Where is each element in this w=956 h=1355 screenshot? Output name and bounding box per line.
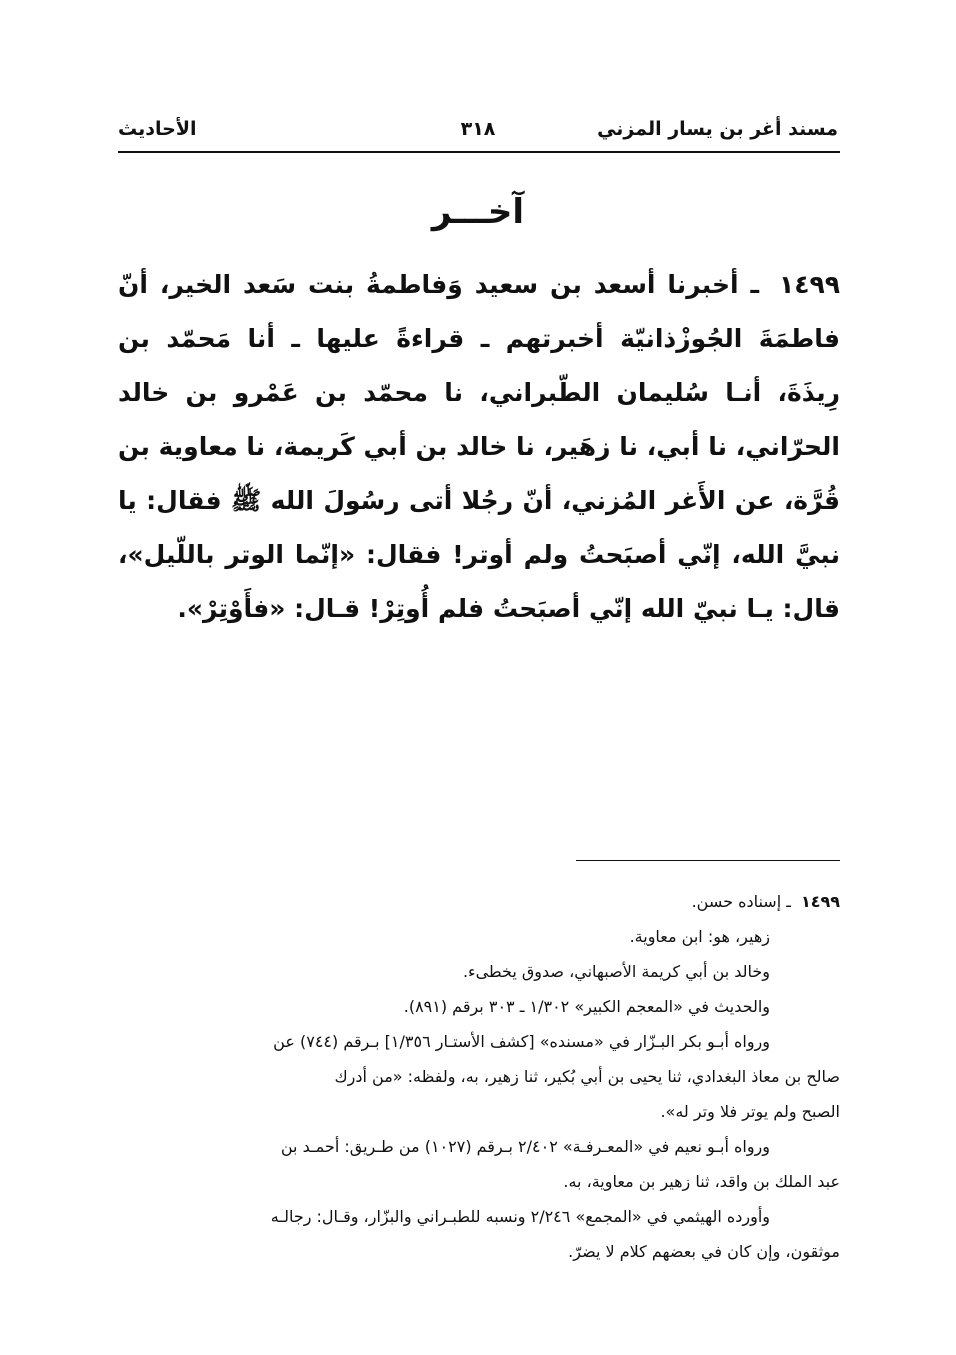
hadith-text-block bbox=[118, 258, 840, 636]
footnote-line: عبد الملك بن واقد، ثنا زهير بن معاوية، به. bbox=[563, 1172, 840, 1191]
footnote-line: وأورده الهيثمي في «المجمع» ٢/٢٤٦ ونسبه للطبـراني والبزّار، وقـال: رجالـه bbox=[270, 1207, 770, 1226]
footnote-separator bbox=[576, 860, 840, 861]
page-number: ٣١٨ bbox=[460, 118, 496, 140]
footnote-line: زهير، هو: ابن معاوية. bbox=[629, 927, 770, 946]
running-header bbox=[118, 110, 838, 146]
footnote-line: والحديث في «المعجم الكبير» ١/٣٠٢ ـ ٣٠٣ برقم (٨٩١). bbox=[403, 997, 770, 1016]
footnote-line: صالح بن معاذ البغدادي، ثنا يحيى بن أبي بُكير، ثنا زهير، به، ولفظه: «من أدرك bbox=[334, 1067, 840, 1086]
hadith-body: ـ أخبرنا أسعد بن سعيد وَفاطمةُ بنت سَعد الخير، أنّ فاطمَةَ الجُوزْذانيّة أخبرتهم ـ قراءةً عليها ـ أنا مَحمّد بن رِيذَةَ، أنـا سُليمان الطّبراني، نا محمّد بن عَمْرو بن خالد الحرّاني، نا أبي، نا زهَير، نا خالد بن أبي كَريمة، نا معاوية بن قُرَّة، عن الأَغر المُزني، أنّ رجُلا أتى رسُولَ الله ﷺ فقال: يا نبيَّ الله، إنّي أصبَحتُ ولم أوتر! فقال: «إنّما الوتر باللّيل»، قال: يـا نبيّ الله إنّي أصبَحتُ فلم أُوتِرْ! قـال: «فأَوْتِرْ». bbox=[118, 270, 840, 623]
header-book-title: مسند أغر بن يسار المزني bbox=[597, 118, 838, 140]
header-section-label: الأحاديث bbox=[118, 118, 197, 140]
footnote-line: ورواه أبـو بكر البـزّار في «مسنده» [كشف الأستـار ١/٣٥٦] بـرقم (٧٤٤) عن bbox=[273, 1032, 770, 1051]
footnote-line: موثقون، وإن كان في بعضهم كلام لا يضرّ. bbox=[568, 1242, 840, 1261]
footnote-line bbox=[118, 884, 840, 919]
section-title: آخـــر bbox=[431, 192, 525, 232]
header-rule bbox=[118, 151, 840, 153]
footnote-line: وخالد بن أبي كريمة الأصبهاني، صدوق يخطىء. bbox=[462, 962, 770, 981]
footnote-text: ـ إسناده حسن. bbox=[691, 892, 791, 911]
footnote-line: الصبح ولم يوتر فلا وتر له». bbox=[660, 1102, 840, 1121]
footnote-number: ١٤٩٩ bbox=[800, 892, 840, 911]
footnotes bbox=[118, 884, 840, 1269]
hadith-number: ١٤٩٩ bbox=[778, 270, 840, 299]
footnote-line: ورواه أبـو نعيم في «المعـرفـة» ٢/٤٠٢ بـرقم (١٠٢٧) من طـريق: أحمـد بن bbox=[280, 1137, 770, 1156]
